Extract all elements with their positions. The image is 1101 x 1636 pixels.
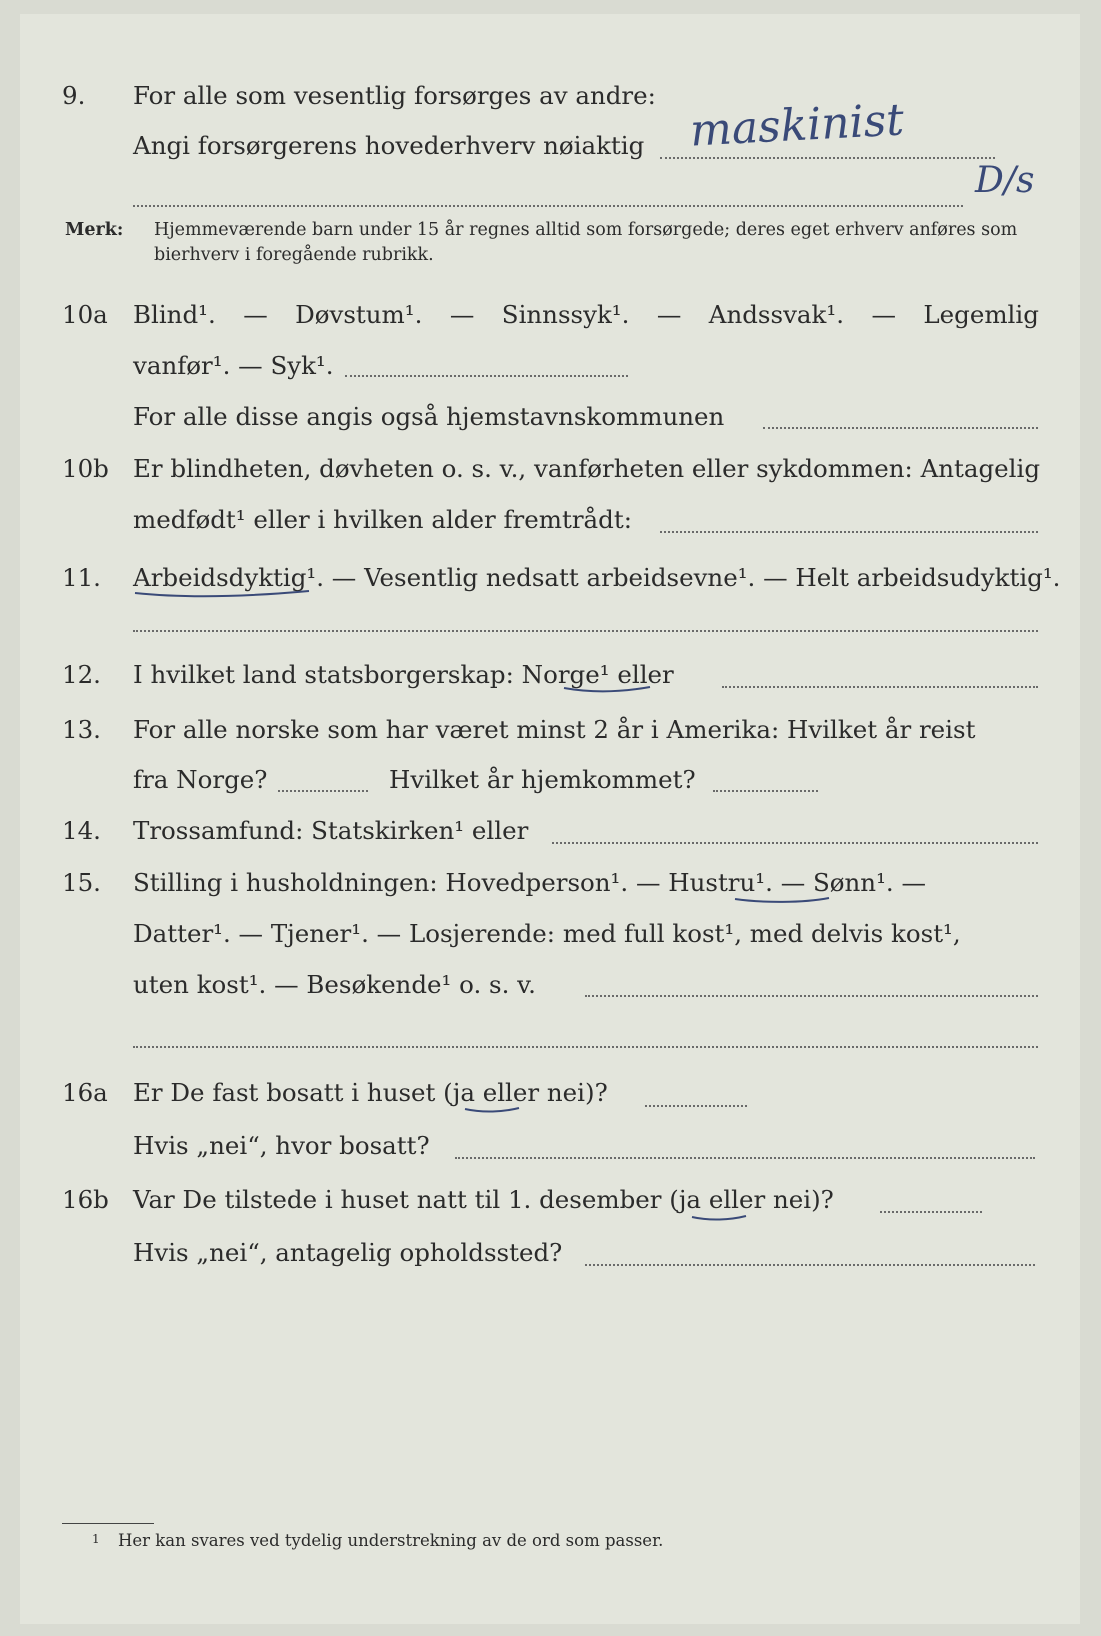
- option-legemlig[interactable]: Legemlig: [923, 300, 1039, 329]
- q10b-text: Er blindheten, døvheten o. s. v., vanførheten eller sykdommen: Antagelig: [133, 454, 1041, 483]
- q10b-line2: [0, 500, 1101, 540]
- q10a-line2: [0, 346, 1101, 386]
- q9-answer-line: [660, 157, 995, 159]
- q16b-number: 16b: [62, 1185, 109, 1214]
- q15-line2: [0, 914, 1101, 954]
- q10a-line1: [0, 295, 1101, 335]
- q9-answer-handwriting: maskinist: [688, 94, 906, 157]
- note-label: Merk:: [65, 220, 124, 240]
- q11-number: 11.: [62, 563, 101, 592]
- q10b-age-label: medfødt¹ eller i hvilken alder fremtrådt:: [133, 505, 632, 534]
- q16a-line1: [0, 1073, 1101, 1113]
- footnote-marker: 1: [92, 1532, 100, 1546]
- q10b-line1: [0, 449, 1101, 489]
- q15-number: 15.: [62, 868, 101, 897]
- q12-underline-mark: [562, 682, 654, 696]
- q12-line1: [0, 655, 1101, 695]
- q13-hjemkommet-line: [713, 790, 818, 792]
- q16b-line1: [0, 1180, 1101, 1220]
- q16a-text: Er De fast bosatt i huset (ja eller nei)?: [133, 1078, 608, 1107]
- q15-options-3: uten kost¹. — Besøkende¹ o. s. v.: [133, 970, 536, 999]
- q13-line1: [0, 710, 1101, 750]
- q15-options-2: Datter¹. — Tjener¹. — Losjerende: med full kost¹, med delvis kost¹,: [133, 919, 961, 948]
- q10a-hjemstavn-label: For alle disse angis også hjemstavnskommunen: [133, 402, 725, 431]
- q13-line2: [0, 760, 1101, 800]
- q11-extra-line: [133, 630, 1038, 632]
- q16b-underline-mark: [690, 1212, 750, 1224]
- option-dovstum[interactable]: Døvstum¹.: [295, 300, 423, 329]
- q10a-vanfor-syk: vanfør¹. — Syk¹.: [133, 351, 334, 380]
- q13-text: For alle norske som har været minst 2 år i Amerika: Hvilket år reist: [133, 715, 976, 744]
- footnote-text: Her kan svares ved tydelig understrekning av de ord som passer.: [118, 1531, 664, 1550]
- q10a-syk-line: [345, 375, 628, 377]
- q9-number: 9.: [62, 81, 86, 110]
- q16a-bosatt-line: [455, 1157, 1035, 1159]
- q12-number: 12.: [62, 660, 101, 689]
- q16b-line2: [0, 1233, 1101, 1273]
- q9-occupation-label: Angi forsørgerens hovederhverv nøiaktig: [133, 131, 645, 160]
- q13-reist-line: [278, 790, 368, 792]
- q16a-answer-line: [645, 1105, 747, 1107]
- q14-line1: [0, 811, 1101, 851]
- dash: —: [243, 300, 268, 329]
- q9-extra-line: [133, 205, 963, 207]
- q13-hjemkommet-label: Hvilket år hjemkommet?: [389, 765, 696, 794]
- q9-text: For alle som vesentlig forsørges av andre:: [133, 81, 656, 110]
- q16b-opholdssted-line: [585, 1264, 1035, 1266]
- initials-handwriting: D/s: [975, 160, 1035, 201]
- q14-text: Trossamfund: Statskirken¹ eller: [133, 816, 529, 845]
- q10a-line3: [0, 397, 1101, 437]
- q16b-answer-line: [880, 1211, 982, 1213]
- q10b-number: 10b: [62, 454, 109, 483]
- q15-line1: [0, 863, 1101, 903]
- q15-underline-mark: [733, 893, 833, 907]
- dash: —: [449, 300, 475, 329]
- q16a-line2: [0, 1126, 1101, 1166]
- q12-answer-line: [722, 686, 1038, 688]
- q13-number: 13.: [62, 715, 101, 744]
- q9-line1: [0, 76, 1101, 116]
- q10a-options: [133, 295, 1039, 335]
- q15-text: Stilling i husholdningen: Hovedperson¹. — Hustru¹. — Sønn¹. —: [133, 868, 926, 897]
- q12-text: I hvilket land statsborgerskap: Norge¹ eller: [133, 660, 674, 689]
- q10a-hjemstavn-line: [763, 427, 1038, 429]
- option-sinnssyk[interactable]: Sinnssyk¹.: [501, 300, 630, 329]
- q16b-text: Var De tilstede i huset natt til 1. desember (ja eller nei)?: [133, 1185, 834, 1214]
- q15-extra-line: [133, 1046, 1038, 1048]
- q16a-number: 16a: [62, 1078, 108, 1107]
- q15-answer-line: [585, 995, 1038, 997]
- dash: —: [656, 300, 682, 329]
- q16b-opholdssted-label: Hvis „nei“, antagelig opholdssted?: [133, 1238, 563, 1267]
- q14-answer-line: [552, 842, 1038, 844]
- q9-line2: [0, 126, 1101, 166]
- option-andssvak[interactable]: Andssvak¹.: [708, 300, 844, 329]
- q11-options: Arbeidsdyktig¹. — Vesentlig nedsatt arbeidsevne¹. — Helt arbeidsudyktig¹.: [133, 563, 1061, 592]
- option-blind[interactable]: Blind¹.: [133, 300, 216, 329]
- q16a-bosatt-label: Hvis „nei“, hvor bosatt?: [133, 1131, 430, 1160]
- q15-line3: [0, 965, 1101, 1005]
- q10b-age-line: [660, 531, 1038, 533]
- q14-number: 14.: [62, 816, 101, 845]
- dash: —: [871, 300, 896, 329]
- footnote-rule: [62, 1523, 154, 1524]
- note-text: Hjemmeværende barn under 15 år regnes alltid som forsørgede; deres eget erhverv anføres som bierhverv i foregående rubrikk.: [154, 220, 1018, 265]
- q11-underline-mark: [133, 585, 313, 601]
- q10a-number: 10a: [62, 300, 108, 329]
- q16a-underline-mark: [463, 1104, 523, 1116]
- q13-reist-label: fra Norge?: [133, 765, 268, 794]
